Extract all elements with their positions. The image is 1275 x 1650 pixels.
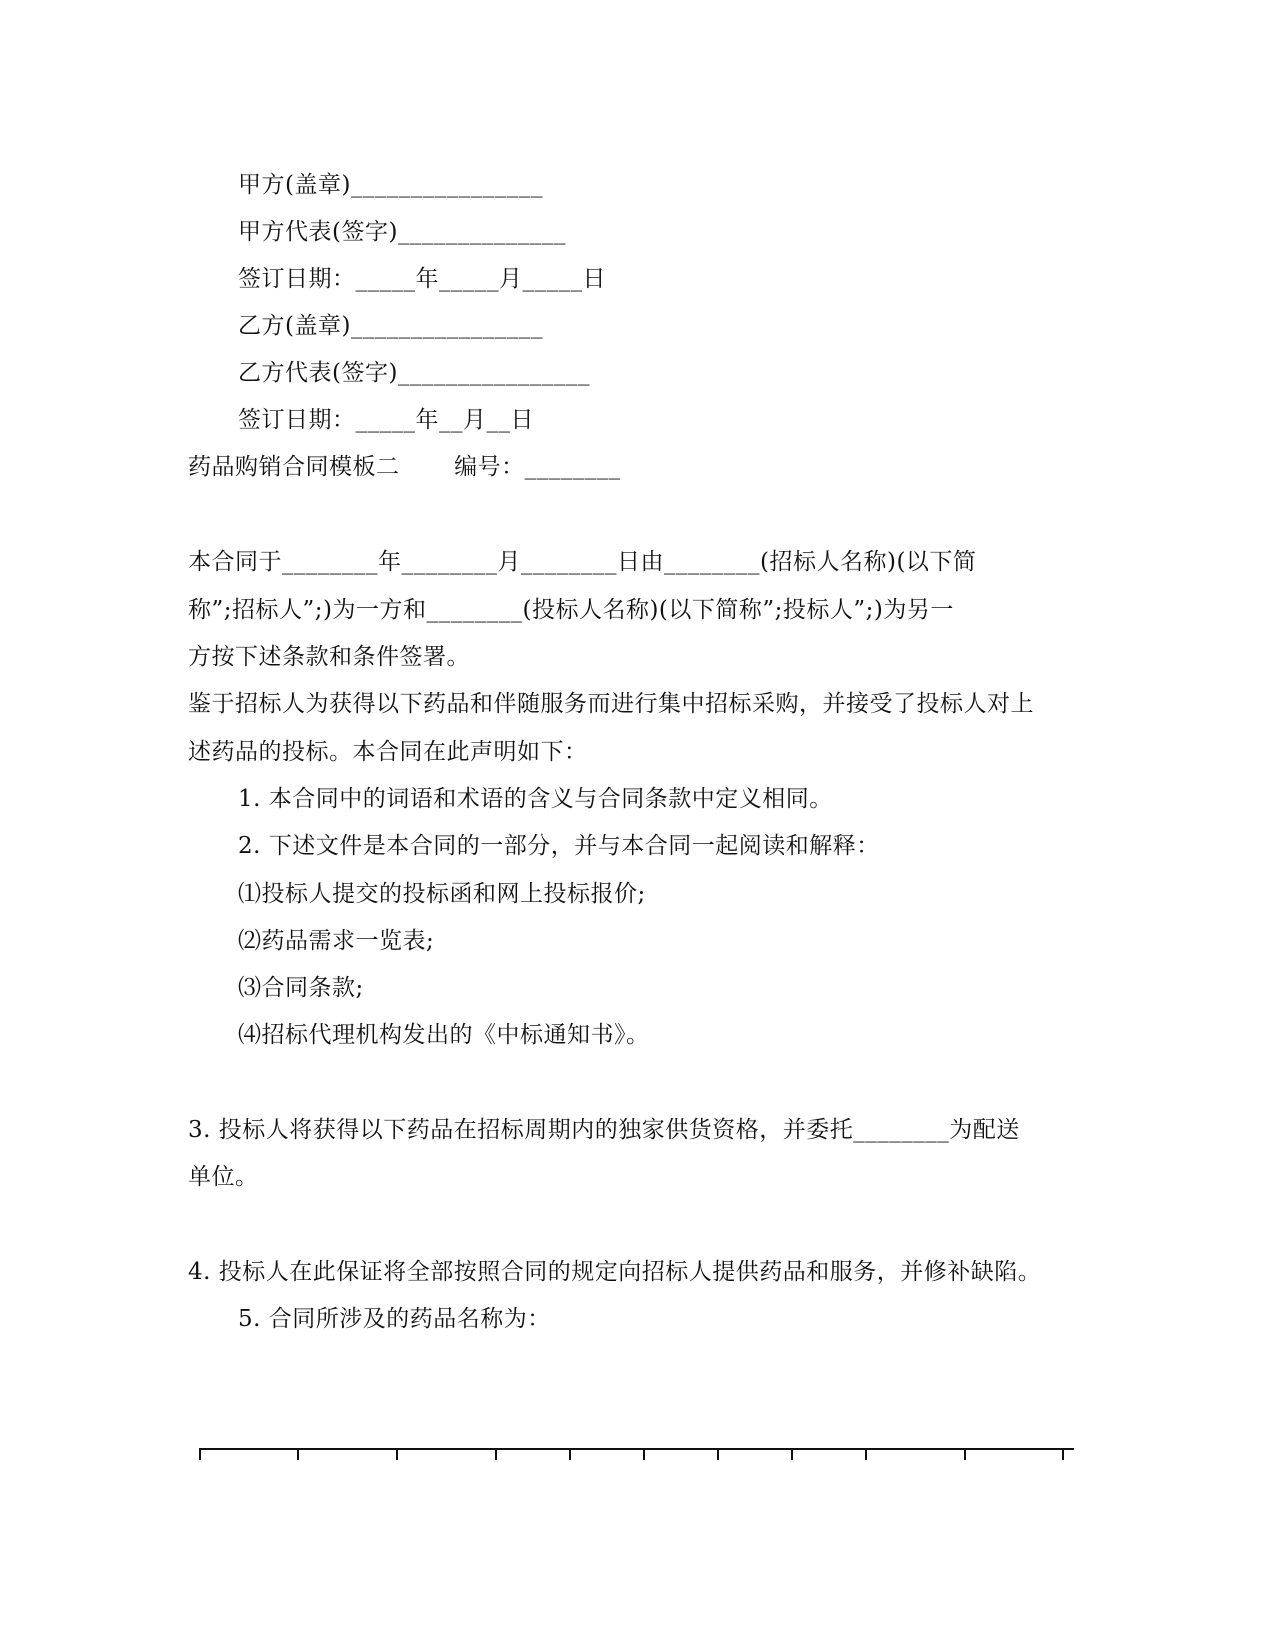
drug-table-column-divider	[495, 1448, 497, 1460]
party-b-seal-line: 乙方(盖章)________________	[238, 313, 543, 339]
party-b-signing-date-line: 签订日期：_____年__月__日	[238, 407, 534, 433]
clause-2-sub-1: ⑴投标人提交的投标函和网上投标报价;	[238, 881, 646, 907]
intro-paragraph-line-2: 称”;招标人”;)为一方和________(投标人名称)(以下简称”;投标人”;)为另一	[188, 597, 954, 623]
clause-3-line-1: 3. 投标人将获得以下药品在招标周期内的独家供货资格，并委托________为配送	[188, 1117, 1020, 1143]
party-a-signing-date-line: 签订日期：_____年_____月_____日	[238, 266, 606, 292]
clause-1: 1. 本合同中的词语和术语的含义与合同条款中定义相同。	[238, 786, 833, 812]
drug-table-column-divider	[791, 1448, 793, 1460]
drug-table-column-divider	[865, 1448, 867, 1460]
intro-paragraph-line-3: 方按下述条款和条件签署。	[188, 644, 470, 670]
intro-paragraph-line-1: 本合同于________年________月________日由________(招标人名称)(以下简	[188, 549, 977, 575]
drug-table-column-divider	[396, 1448, 398, 1460]
whereas-paragraph-line-2: 述药品的投标。本合同在此声明如下：	[188, 739, 588, 765]
clause-5: 5. 合同所涉及的药品名称为：	[238, 1306, 551, 1332]
drug-table-column-divider	[643, 1448, 645, 1460]
drug-table-top-border	[199, 1448, 1074, 1450]
clause-2-sub-4: ⑷招标代理机构发出的《中标通知书》。	[238, 1022, 650, 1048]
drug-table-column-divider	[1062, 1448, 1064, 1460]
clause-4: 4. 投标人在此保证将全部按照合同的规定向招标人提供药品和服务，并修补缺陷。	[188, 1259, 1042, 1285]
clause-2-sub-3: ⑶合同条款;	[238, 975, 364, 1001]
whereas-paragraph-line-1: 鉴于招标人为获得以下药品和伴随服务而进行集中招标采购，并接受了投标人对上	[188, 691, 1034, 717]
drug-table-column-divider	[964, 1448, 966, 1460]
party-a-seal-line: 甲方(盖章)________________	[238, 172, 543, 198]
drug-table-column-divider	[199, 1448, 201, 1460]
template-two-title: 药品购销合同模板二 编号：________	[188, 454, 621, 480]
drug-table-column-divider	[717, 1448, 719, 1460]
drug-table-column-divider	[569, 1448, 571, 1460]
clause-2-sub-2: ⑵药品需求一览表;	[238, 928, 435, 954]
clause-3-line-2: 单位。	[188, 1164, 259, 1190]
clause-2: 2. 下述文件是本合同的一部分，并与本合同一起阅读和解释：	[238, 833, 880, 859]
party-b-representative-line: 乙方代表(签字)________________	[238, 360, 590, 386]
party-a-representative-line: 甲方代表(签字)______________	[238, 219, 566, 245]
drug-table-column-divider	[297, 1448, 299, 1460]
